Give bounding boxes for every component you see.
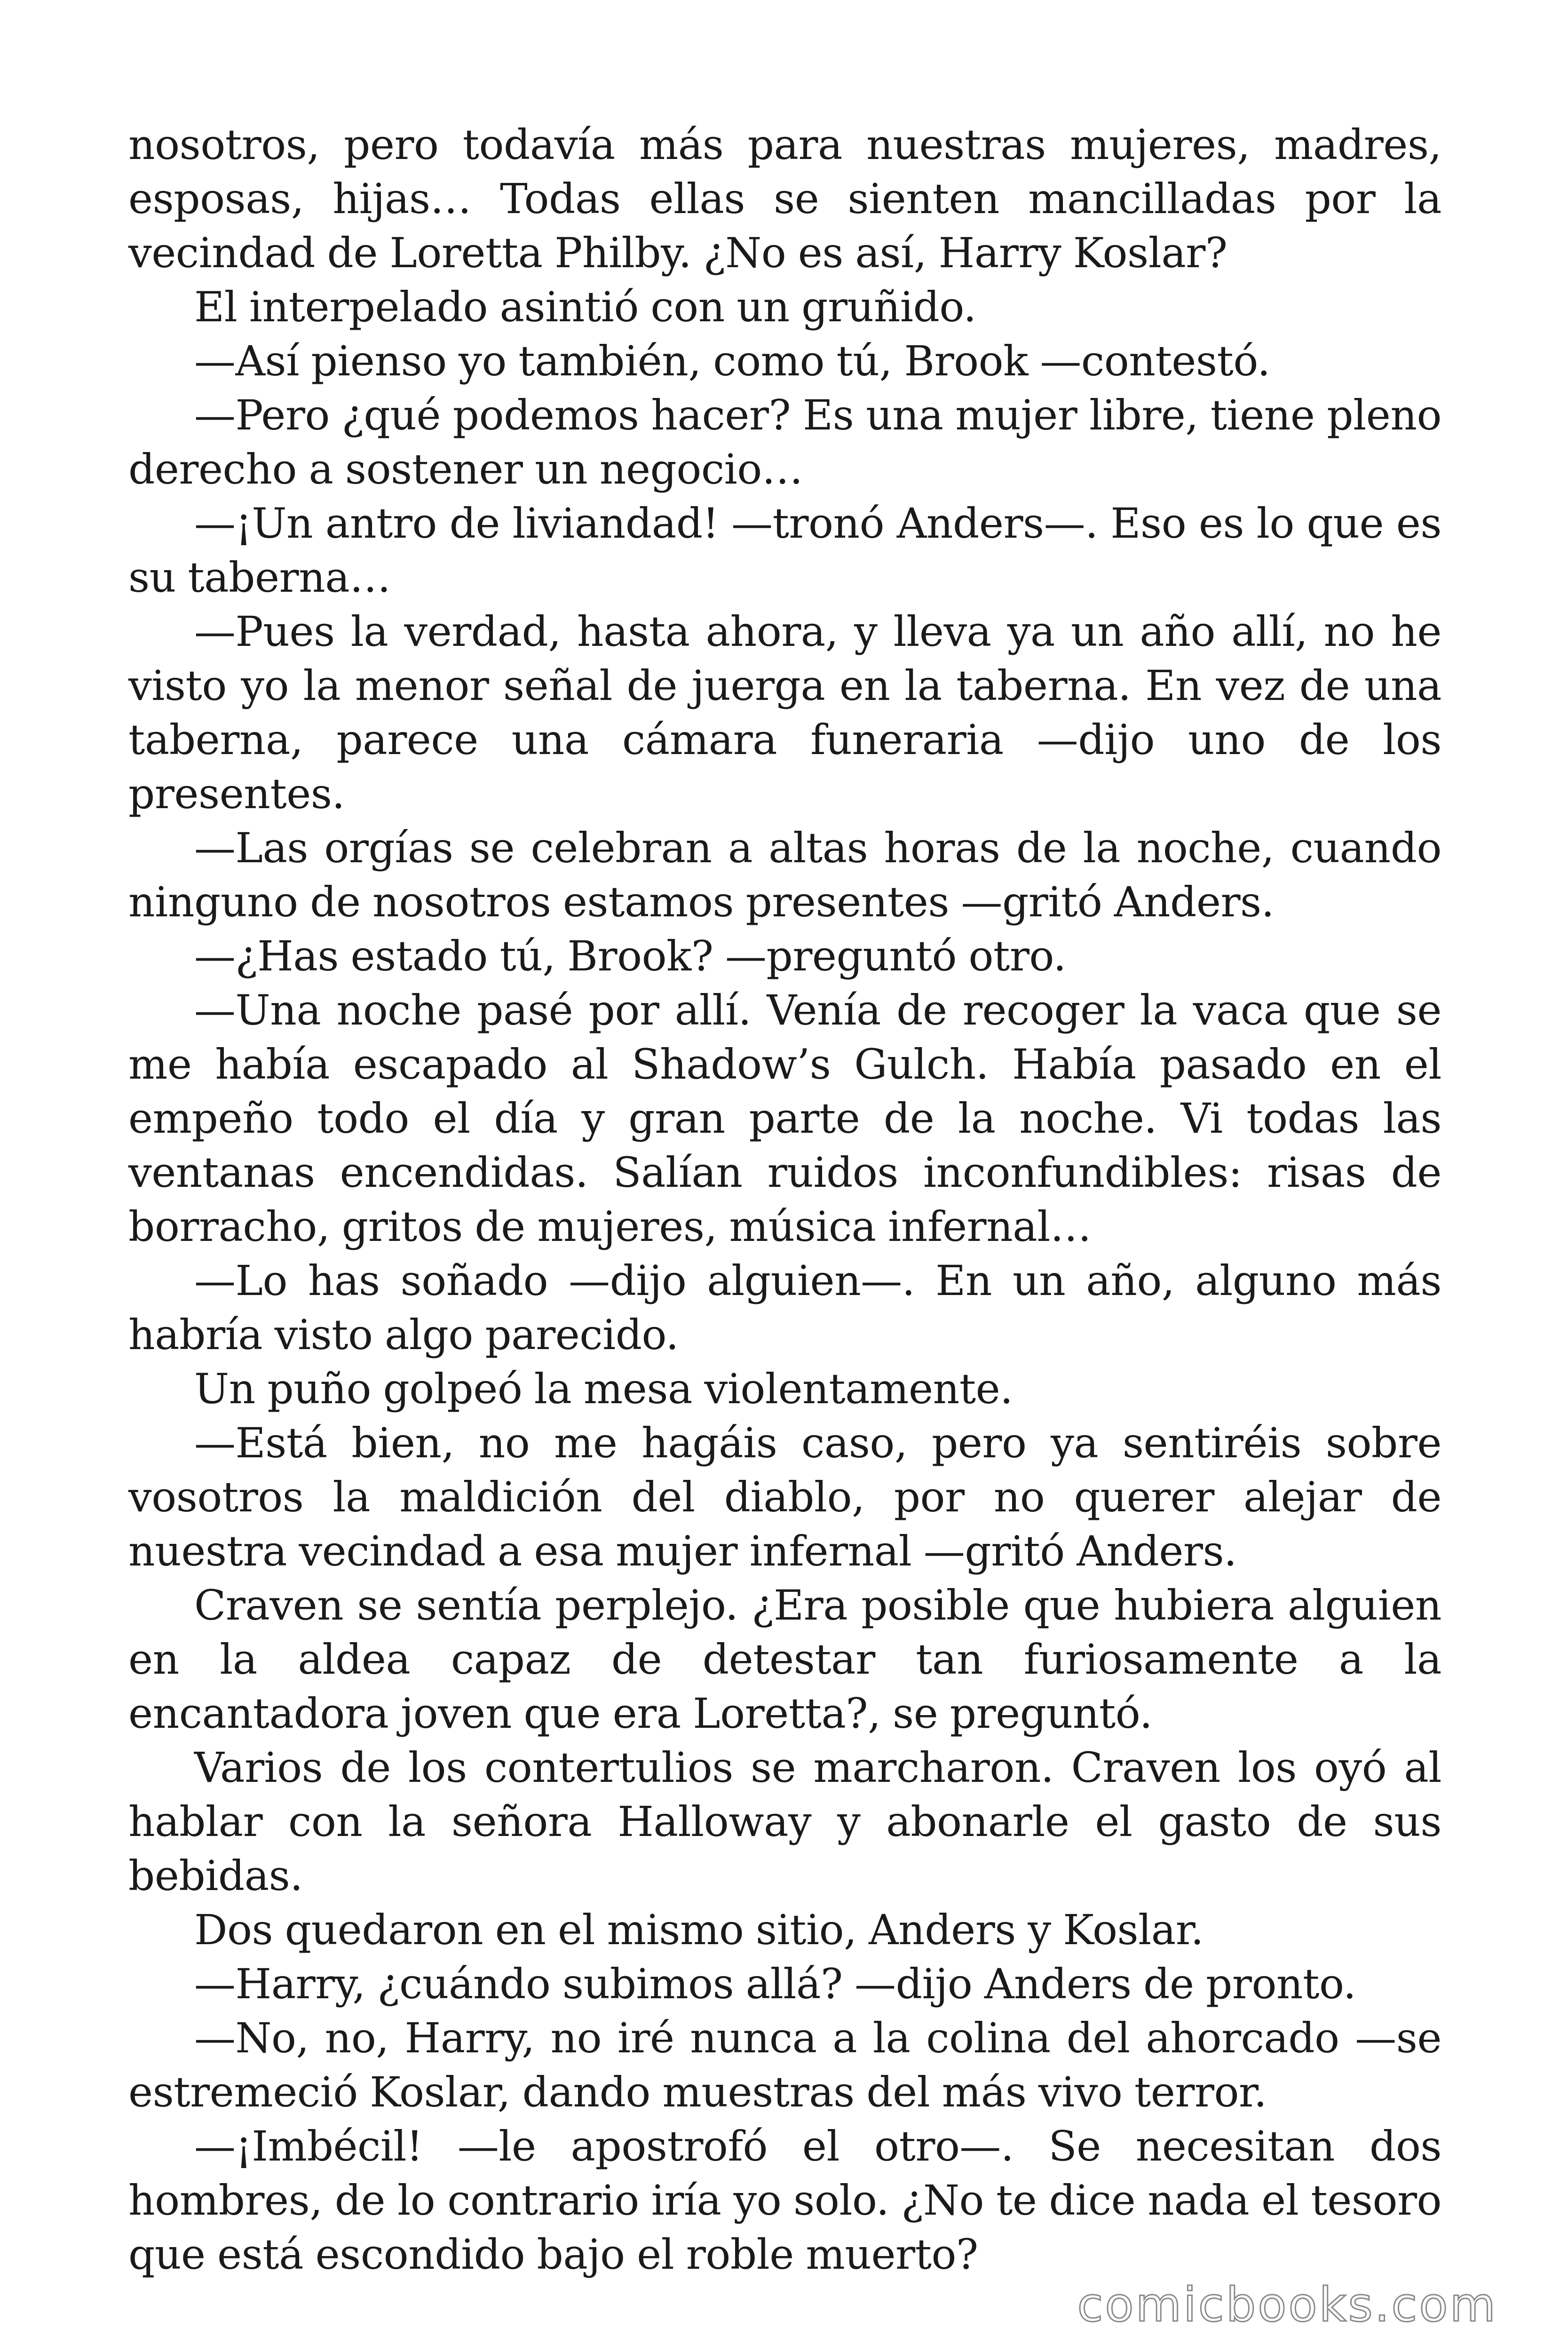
paragraph: —Pero ¿qué podemos hacer? Es una mujer libre, tiene pleno derecho a sostener un negocio… [128,391,1441,493]
watermark: comicbooks.com [1077,2277,1497,2332]
paragraph: —¿Has estado tú, Brook? —preguntó otro. [194,932,1066,980]
paragraph: —Una noche pasé por allí. Venía de recoger la vaca que se me había escapado al Shadow’s Gulch. Había pasado en el empeño todo el día y gran parte de la noche. Vi todas las ventanas encendidas. Salían ruidos inconfundibles: risas de borracho, gritos de mujeres, música infernal… [128,986,1441,1251]
paragraph: Dos quedaron en el mismo sitio, Anders y Koslar. [194,1906,1204,1954]
paragraph: —¡Imbécil! —le apostrofó el otro—. Se necesitan dos hombres, de lo contrario iría yo solo. ¿No te dice nada el tesoro que está escondido bajo el roble muerto? [128,2122,1441,2279]
paragraph: Un puño golpeó la mesa violentamente. [194,1365,1013,1413]
page-body-text [128,118,1441,2281]
paragraph: Craven se sentía perplejo. ¿Era posible que hubiera alguien en la aldea capaz de detestar tan furiosamente a la encantadora joven que era Loretta?, se preguntó. [128,1581,1441,1738]
paragraph: nosotros, pero todavía más para nuestras mujeres, madres, esposas, hijas… Todas ellas se sienten mancilladas por la vecindad de Loretta Philby. ¿No es así, Harry Koslar? [128,120,1441,277]
paragraph: —Está bien, no me hagáis caso, pero ya sentiréis sobre vosotros la maldición del diablo, por no querer alejar de nuestra vecindad a esa mujer infernal —gritó Anders. [128,1419,1441,1575]
paragraph: —Pues la verdad, hasta ahora, y lleva ya un año allí, no he visto yo la menor señal de juerga en la taberna. En vez de una taberna, parece una cámara funeraria —dijo uno de los presentes. [128,607,1441,818]
paragraph: —Así pienso yo también, como tú, Brook —contestó. [194,337,1270,385]
paragraph: —Harry, ¿cuándo subimos allá? —dijo Anders de pronto. [194,1960,1356,2008]
paragraph: —¡Un antro de liviandad! —tronó Anders—. Eso es lo que es su taberna… [128,499,1441,602]
paragraph: Varios de los contertulios se marcharon. Craven los oyó al hablar con la señora Halloway y abonarle el gasto de sus bebidas. [128,1743,1441,1900]
paragraph: —No, no, Harry, no iré nunca a la colina del ahorcado —se estremeció Koslar, dando muestras del más vivo terror. [128,2014,1441,2116]
paragraph: —Lo has soñado —dijo alguien—. En un año, alguno más habría visto algo parecido. [128,1256,1441,1359]
paragraph: El interpelado asintió con un gruñido. [194,283,976,331]
paragraph: —Las orgías se celebran a altas horas de la noche, cuando ninguno de nosotros estamos presentes —gritó Anders. [128,824,1441,926]
